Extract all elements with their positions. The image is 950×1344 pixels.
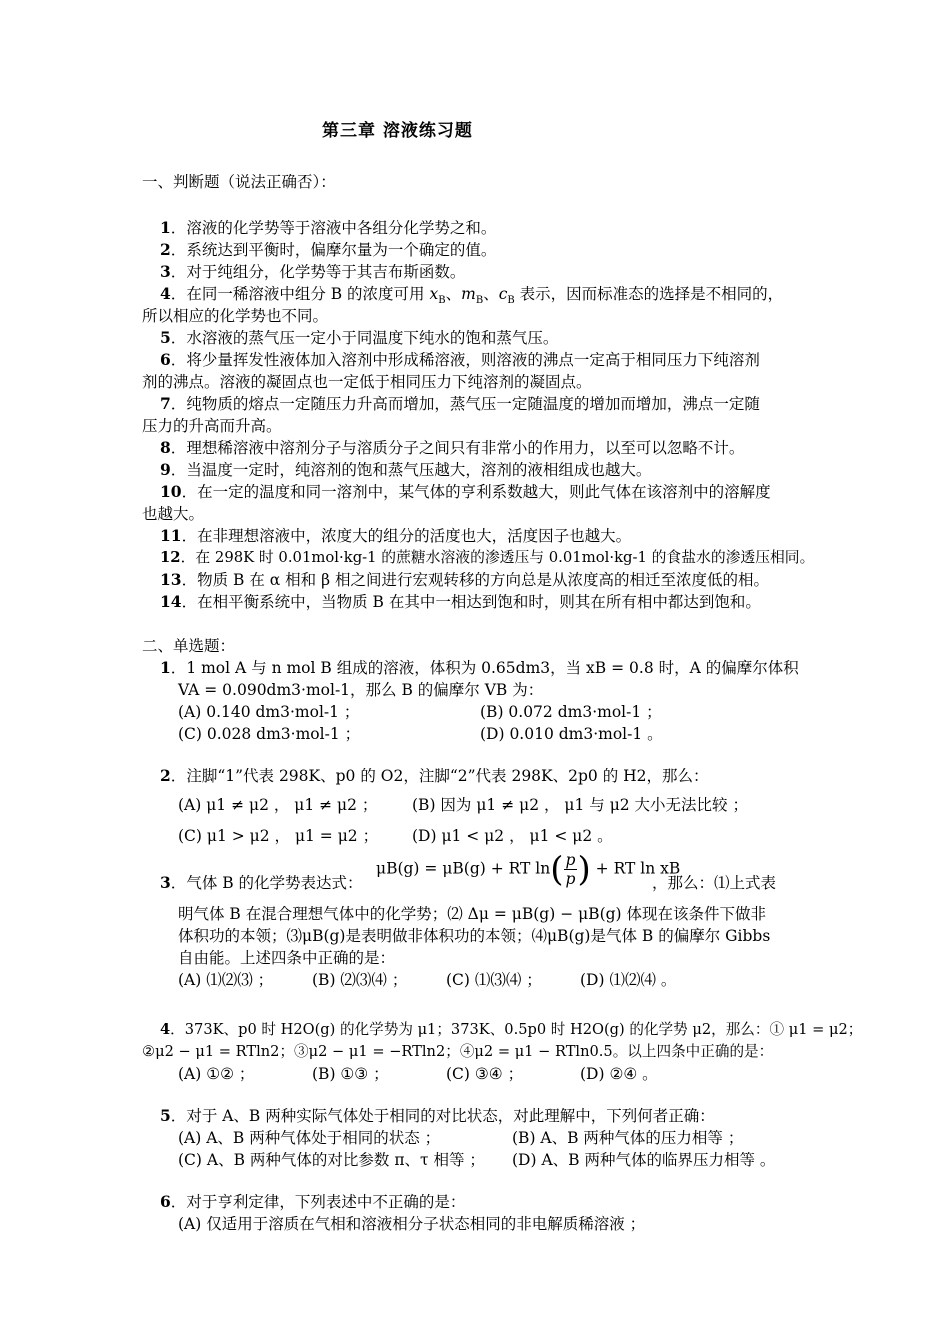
option-c[interactable]: (C) A、B 两种气体的对比参数 π、τ 相等 ； [178,1151,485,1169]
option-a[interactable]: (A) ①② ； [178,1065,255,1083]
option-a[interactable]: (A) 0.140 dm3·mol-1 ； [178,703,360,721]
question-1: 1．1 mol A 与 n mol B 组成的溶液，体积为 0.65dm3，当 xB = 0.8 时，A 的偏摩尔体积 [160,658,799,677]
list-item: 3．对于纯组分，化学势等于其吉布斯函数。 [160,262,466,281]
question-5: 5．对于 A、B 两种实际气体处于相同的对比状态，对此理解中，下列何者正确： [160,1106,715,1125]
option-d[interactable]: (D) ⑴⑵⑷ 。 [580,971,677,989]
list-item: 9．当温度一定时，纯溶剂的饱和蒸气压越大，溶剂的液相组成也越大。 [160,460,652,479]
option-d[interactable]: (D) μ1 < μ2 ， μ1 < μ2 。 [412,827,613,845]
option-b[interactable]: (B) ⑵⑶⑷ ； [312,971,408,989]
list-item: 6．将少量挥发性液体加入溶剂中形成稀溶液，则溶液的沸点一定高于相同压力下纯溶剂 [160,350,760,369]
list-item: 4．在同一稀溶液中组分 B 的浓度可用 $x_B$、$m_B$、$c_B$ 表示，因而标准态的选择是不相同的， [160,284,784,306]
list-item: 12．在 298K 时 0.01mol·kg-1 的蔗糖水溶液的渗透压与 0.01mol·kg-1 的食盐水的渗透压相同。 [160,549,815,566]
option-b[interactable]: (B) ①③ ； [312,1065,389,1083]
option-b[interactable]: (B) 因为 μ1 ≠ μ2 ， μ1 与 μ2 大小无法比较 ； [412,796,748,814]
list-item: 1．溶液的化学势等于溶液中各组分化学势之和。 [160,218,497,237]
option-c[interactable]: (C) 0.028 dm3·mol-1 ； [178,725,361,743]
section-heading-judgement: 一、判断题（说法正确否）： [142,173,336,191]
list-item: 14．在相平衡系统中，当物质 B 在其中一相达到饱和时，则其在所有相中都达到饱和。 [160,592,761,611]
list-item: 13．物质 B 在 α 相和 β 相之间进行宏观转移的方向总是从浓度高的相迁至浓度低的相。 [160,570,769,589]
option-a[interactable]: (A) 仅适用于溶质在气相和溶液相分子状态相同的非电解质稀溶液 ； [178,1215,646,1233]
question-3: 3．气体 B 的化学势表达式： [160,873,363,892]
list-item: 11．在非理想溶液中，浓度大的组分的活度也大，活度因子也越大。 [160,526,632,545]
chemical-potential-formula: μB(g) = μB(g) + RT ln( $\frac{p}{p}$ ) + RT ln xB [376,849,681,890]
list-item-continuation: 压力的升高而升高。 [142,417,282,435]
option-c[interactable]: (C) ③④ ； [446,1065,524,1083]
question-6: 6．对于亨利定律，下列表述中不正确的是： [160,1192,466,1211]
option-d[interactable]: (D) ②④ 。 [580,1065,658,1083]
question-3-line3: 体积功的本领；⑶μB(g)是表明做非体积功的本领；⑷μB(g)是气体 B 的偏摩尔 Gibbs [178,927,771,945]
option-a[interactable]: (A) ⑴⑵⑶ ； [178,971,274,989]
question-4-line2: ②μ2 − μ1 = RTln2；③μ2 − μ1 = −RTln2；④μ2 = μ1 − RTln0.5。以上四条中正确的是： [142,1043,774,1060]
question-2: 2．注脚“1”代表 298K、p0 的 O2，注脚“2”代表 298K、2p0 的 H2，那么： [160,766,709,785]
option-d[interactable]: (D) 0.010 dm3·mol-1 。 [480,725,663,743]
list-item-continuation: 所以相应的化学势也不同。 [142,307,329,325]
question-3-line4: 自由能。上述四条中正确的是： [178,949,396,967]
list-item: 5．水溶液的蒸气压一定小于同温度下纯水的饱和蒸气压。 [160,328,559,347]
question-3-line2: 明气体 B 在混合理想气体中的化学势；⑵ Δμ = μB(g) − μB(g) 体现在该条件下做非 [178,905,767,923]
question-1-line2: VA = 0.090dm3·mol-1，那么 B 的偏摩尔 VB 为： [178,681,544,699]
list-item: 8．理想稀溶液中溶剂分子与溶质分子之间只有非常小的作用力，以至可以忽略不计。 [160,438,745,457]
list-item: 10．在一定的温度和同一溶剂中，某气体的亨利系数越大，则此气体在该溶剂中的溶解度 [160,482,771,501]
option-a[interactable]: (A) μ1 ≠ μ2 ， μ1 ≠ μ2 ； [178,796,378,814]
list-item-continuation: 也越大。 [142,505,205,523]
option-c[interactable]: (C) μ1 > μ2 ， μ1 = μ2 ； [178,827,379,845]
question-4: 4．373K、p0 时 H2O(g) 的化学势为 μ1；373K、0.5p0 时 H2O(g) 的化学势 μ2，那么：① μ1 = μ2； [160,1021,863,1038]
option-d[interactable]: (D) A、B 两种气体的临界压力相等 。 [512,1151,776,1169]
option-b[interactable]: (B) A、B 两种气体的压力相等 ； [512,1129,744,1147]
list-item: 7．纯物质的熔点一定随压力升高而增加，蒸气压一定随温度的增加而增加，沸点一定随 [160,394,760,413]
section-heading-single-choice: 二、单选题： [142,637,236,655]
list-item: 2．系统达到平衡时，偏摩尔量为一个确定的值。 [160,240,497,259]
list-item-continuation: 剂的沸点。溶液的凝固点也一定低于相同压力下纯溶剂的凝固点。 [142,373,592,391]
option-a[interactable]: (A) A、B 两种气体处于相同的状态 ； [178,1129,441,1147]
option-b[interactable]: (B) 0.072 dm3·mol-1 ； [480,703,662,721]
question-3-tail: ，那么：⑴上式表 [652,874,777,892]
option-c[interactable]: (C) ⑴⑶⑷ ； [446,971,542,989]
page-title: 第三章 溶液练习题 [322,121,473,141]
